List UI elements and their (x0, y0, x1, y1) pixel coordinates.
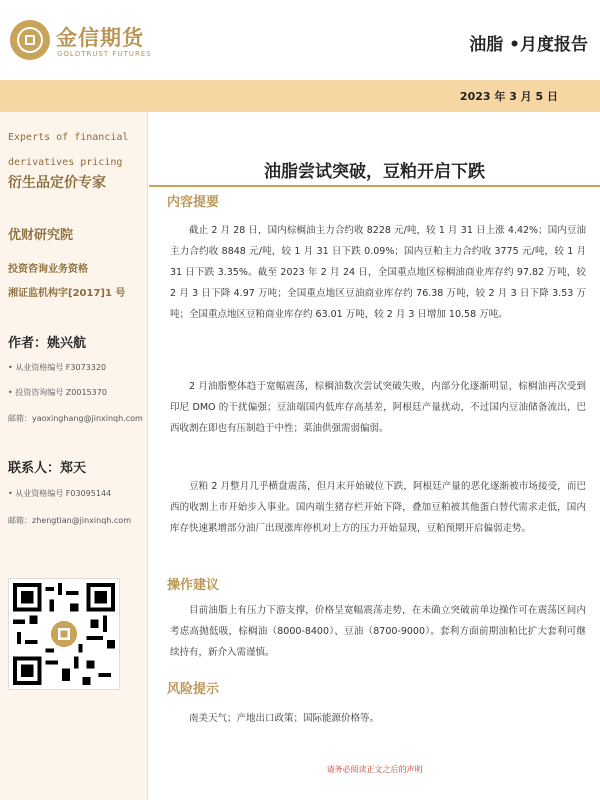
summary-paragraph-2: 2 月油脂整体趋于宽幅震荡，棕榈油数次尝试突破失败，内部分化逐渐明显，棕榈油再次受到印尼 DMO 的干扰偏强；豆油端国内低库存高基差，阿根廷产量扰动，不过国内豆油储备流出，巴西收割在即也有压制趋于中性；菜油供强需弱偏弱。 (170, 381, 586, 434)
tagline-en-line-2: derivatives pricing (8, 157, 123, 168)
contact-email: 邮箱：zhengtian@jinxinqh.com (8, 516, 131, 525)
brand-name-cn: 金信期货 (56, 26, 144, 50)
institute-name: 优财研究院 (8, 228, 74, 243)
advice-heading: 操作建议 (167, 578, 220, 593)
contact-label: 联系人：郑天 (8, 461, 87, 476)
sidebar (0, 112, 148, 800)
summary-heading: 内容提要 (167, 195, 220, 210)
date-bar (0, 80, 600, 112)
summary-paragraph-3: 豆粕 2 月整月几乎横盘震荡，但月末开始破位下跌，阿根廷产量的恶化逐渐被市场接受，而巴西的收割上市开始步入事业。国内端生猪存栏开始下降，叠加豆粕被其他蛋白替代需求走低，国内库存快速累增部分油厂出现涨库停机对上方的压力开始显现，豆粕预期开启偏弱走势。 (170, 481, 586, 534)
report-date: 2023 年 3 月 5 日 (459, 90, 558, 103)
contact-cert: • 从业资格编号 F03095144 (8, 489, 112, 498)
author-label: 作者：姚兴航 (8, 336, 87, 351)
tagline-cn: 衍生品定价专家 (8, 175, 106, 191)
risk-paragraph: 南美天气；产地出口政策；国际能源价格等。 (189, 713, 380, 724)
disclaimer-note: 请务必阅读正文之后的声明 (326, 765, 423, 774)
risk-heading: 风险提示 (167, 682, 220, 697)
tagline-en-line-1: Experts of financial (8, 132, 129, 143)
report-type: 油脂 •月度报告 (469, 35, 588, 55)
advice-paragraph: 目前油脂上有压力下游支撑，价格呈宽幅震荡走势，在未确立突破前单边操作可在震荡区间内考虑高抛低吸，棕榈油（8000-8400）、豆油（8700-9000）。套利方面前期油粕比扩大套利可继续持有，新介入需谨慎。 (170, 605, 586, 658)
author-email: 邮箱：yaoxinghang@jinxinqh.com (8, 414, 143, 423)
qr-code (8, 578, 120, 690)
author-cert-1: • 从业资格编号 F3073320 (8, 363, 107, 372)
report-title: 油脂尝试突破，豆粕开启下跌 (264, 162, 485, 182)
author-cert-2: • 投资咨询编号 Z0015370 (8, 388, 107, 397)
summary-paragraph-1: 截止 2 月 28 日，国内棕榈油主力合约收 8228 元/吨，较 1 月 31 日上涨 4.42%；国内豆油主力合约收 8848 元/吨，较 1 月 31 日下跌 0.09%；国内豆粕主力合约收 3775 元/吨，较 1 月 31 日下跌 3.35%。截至 2023 年 2 月 24 日，全国重点地区棕榈油商业库存约 97.82 万吨，较 2 月 3 日下降 4.97 万吨；全国重点地区豆油商业库存约 76.38 万吨，较 2 月 3 日下降 3.53 万吨；全国重点地区豆粕商业库存约 63.01 万吨，较 2 月 3 日增加 10.58 万吨。 (170, 225, 586, 320)
brand-name-en: GOLDTRUST FUTURES (57, 50, 152, 58)
qr-code-graphic (13, 583, 115, 685)
qualification-line-1: 投资咨询业务资格 (8, 264, 88, 275)
company-logo (10, 20, 50, 60)
qualification-line-2: 湘证监机构字[2017]1 号 (8, 288, 126, 299)
title-divider (149, 185, 600, 187)
tagline-en (8, 125, 128, 175)
report-header (0, 0, 600, 80)
main-content (149, 112, 600, 800)
